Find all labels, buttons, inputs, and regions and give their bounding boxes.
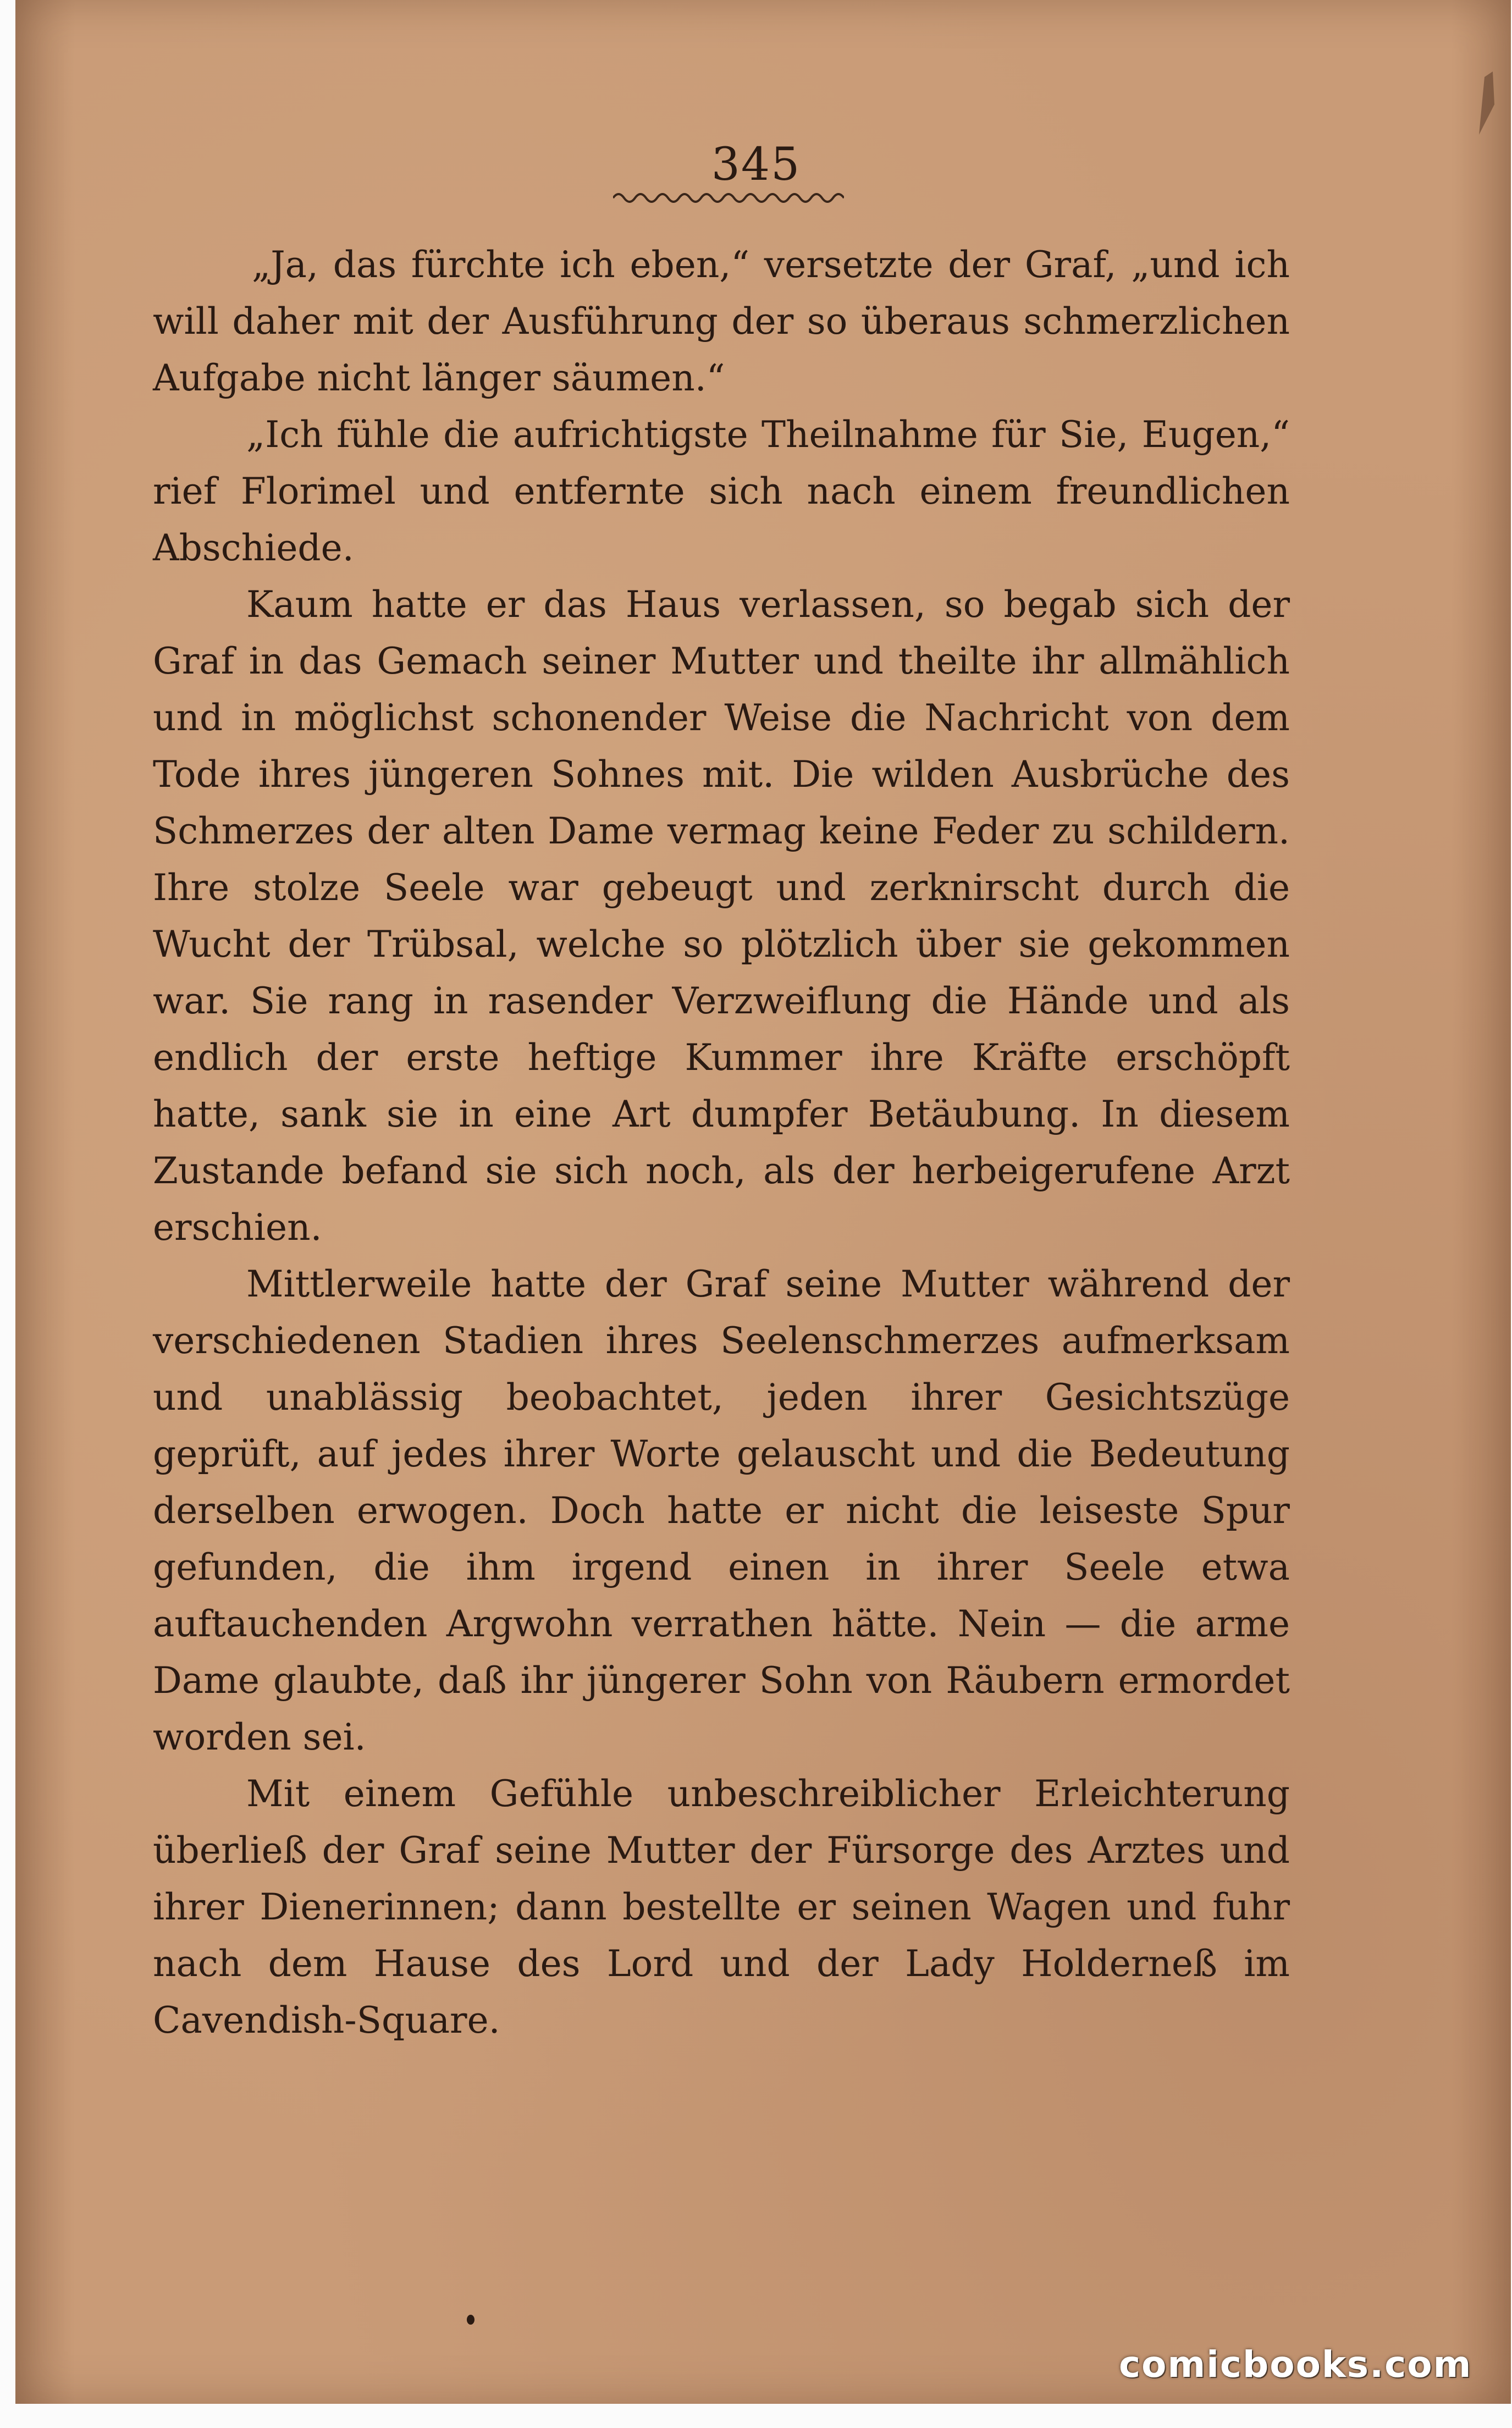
watermark-text: comicbooks.com — [1119, 2343, 1472, 2386]
page-corner-mark — [1463, 71, 1496, 137]
paragraph: Mit einem Gefühle unbeschreiblicher Erleichterung überließ der Graf seine Mutter der Fürsorge des Arztes und ihrer Dienerinnen; dann bestellte er seinen Wagen und fuhr nach dem Hause des Lord und der Lady Holderneß im Cavendish-Square. — [153, 1773, 1290, 2041]
paragraph: „Ich fühle die aufrichtigste Theilnahme für Sie, Eugen,“ rief Florimel und entfernte sich nach einem freundlichen Abschiede. — [153, 413, 1290, 569]
body-text — [153, 236, 1290, 2049]
paragraph: Mittlerweile hatte der Graf seine Mutter während der verschiedenen Stadien ihres Seelenschmerzes aufmerksam und unablässig beobachtet, jeden ihrer Gesichtszüge geprüft, auf jedes ihrer Worte gelauscht und die Bedeutung derselben erwogen. Doch hatte er nicht die leiseste Spur gefunden, die ihm irgend einen in ihrer Seele etwa auftauchenden Argwohn verrathen hätte. Nein — die arme Dame glaubte, daß ihr jüngerer Sohn von Räubern ermordet worden sei. — [153, 1263, 1290, 1758]
paragraph: Kaum hatte er das Haus verlassen, so begab sich der Graf in das Gemach seiner Mutter und theilte ihr allmählich und in möglichst schonender Weise die Nachricht von dem Tode ihres jüngeren Sohnes mit. Die wilden Ausbrüche des Schmerzes der alten Dame vermag keine Feder zu schildern. Ihre stolze Seele war gebeugt und zerknirscht durch die Wucht der Trübsal, welche so plötzlich über sie gekommen war. Sie rang in rasender Verzweiflung die Hände und als endlich der erste heftige Kummer ihre Kräfte erschöpft hatte, sank sie in eine Art dumpfer Betäubung. In diesem Zustande befand sie sich noch, als der herbeigerufene Arzt erschien. — [153, 583, 1290, 1249]
page-number: 345 — [711, 139, 801, 191]
paragraph: „Ja, das fürchte ich eben,“ versetzte der Graf, „und ich will daher mit der Ausführung der so überaus schmerzlichen Aufgabe nicht länger säumen.“ — [153, 244, 1290, 399]
ink-blot — [467, 2315, 474, 2325]
wavy-rule-ornament — [613, 187, 844, 209]
